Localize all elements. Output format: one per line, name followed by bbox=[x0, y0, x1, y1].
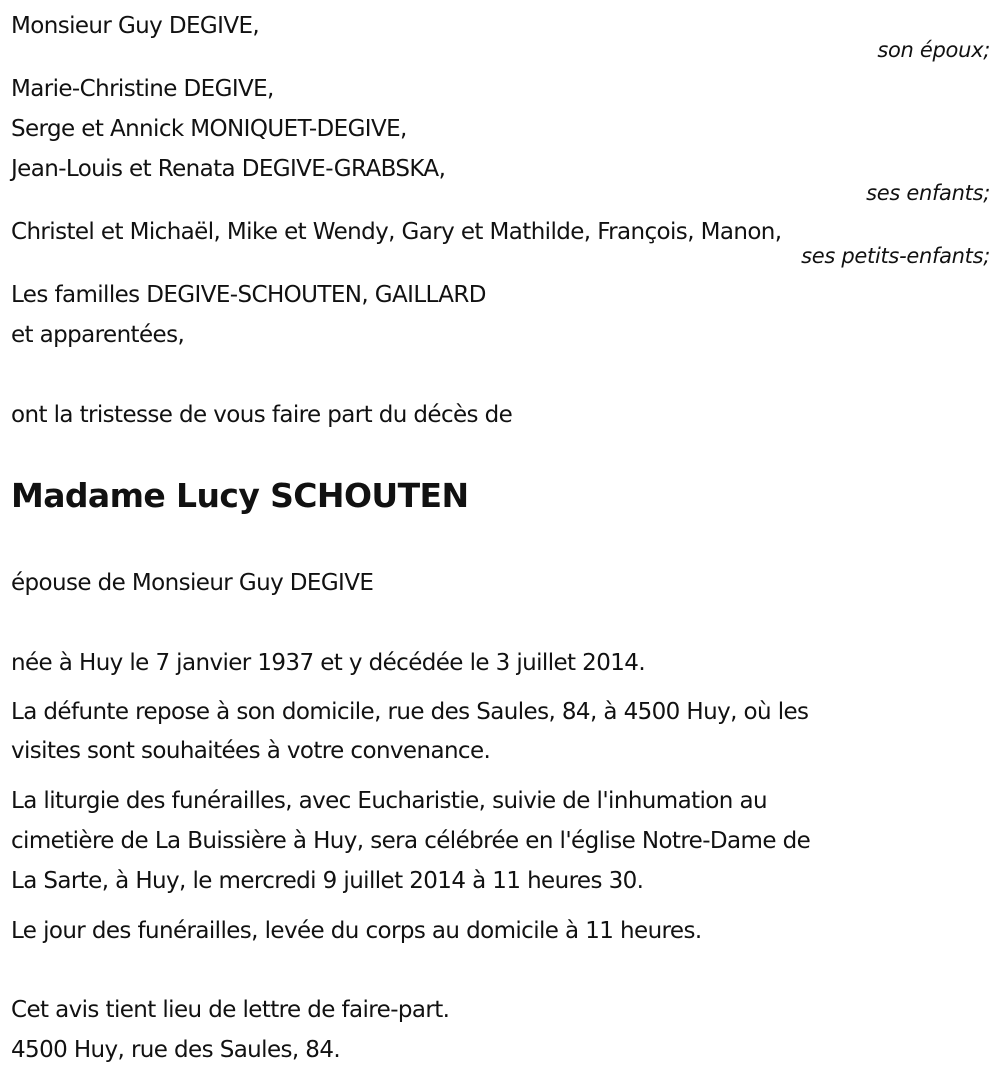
children-role: ses enfants; bbox=[866, 181, 990, 205]
repose-line: La défunte repose à son domicile, rue des Saules, 84, à 4500 Huy, où les bbox=[11, 699, 809, 725]
families-line: et apparentées, bbox=[11, 322, 185, 348]
liturgy-line: cimetière de La Buissière à Huy, sera célébrée en l'église Notre-Dame de bbox=[11, 828, 811, 854]
liturgy-line: La liturgie des funérailles, avec Eucharistie, suivie de l'inhumation au bbox=[11, 788, 767, 814]
spouse-name: Monsieur Guy DEGIVE, bbox=[11, 13, 260, 39]
address-text: 4500 Huy, rue des Saules, 84. bbox=[11, 1037, 341, 1063]
grandchildren-names: Christel et Michaël, Mike et Wendy, Gary et Mathilde, François, Manon, bbox=[11, 219, 782, 245]
child-name: Marie-Christine DEGIVE, bbox=[11, 76, 274, 102]
birth-death-text: née à Huy le 7 janvier 1937 et y décédée le 3 juillet 2014. bbox=[11, 650, 646, 676]
announcement-text: ont la tristesse de vous faire part du décès de bbox=[11, 402, 513, 428]
deceased-name: Madame Lucy SCHOUTEN bbox=[11, 476, 469, 515]
spouse-role: son époux; bbox=[877, 38, 990, 62]
spouse-of-text: épouse de Monsieur Guy DEGIVE bbox=[11, 570, 374, 596]
families-line: Les familles DEGIVE-SCHOUTEN, GAILLARD bbox=[11, 282, 486, 308]
repose-line: visites sont souhaitées à votre convenance. bbox=[11, 738, 491, 764]
levee-text: Le jour des funérailles, levée du corps au domicile à 11 heures. bbox=[11, 918, 702, 944]
liturgy-line: La Sarte, à Huy, le mercredi 9 juillet 2014 à 11 heures 30. bbox=[11, 868, 644, 894]
notice-text: Cet avis tient lieu de lettre de faire-part. bbox=[11, 997, 450, 1023]
child-name: Serge et Annick MONIQUET-DEGIVE, bbox=[11, 116, 407, 142]
grandchildren-role: ses petits-enfants; bbox=[801, 244, 990, 268]
child-name: Jean-Louis et Renata DEGIVE-GRABSKA, bbox=[11, 156, 446, 182]
